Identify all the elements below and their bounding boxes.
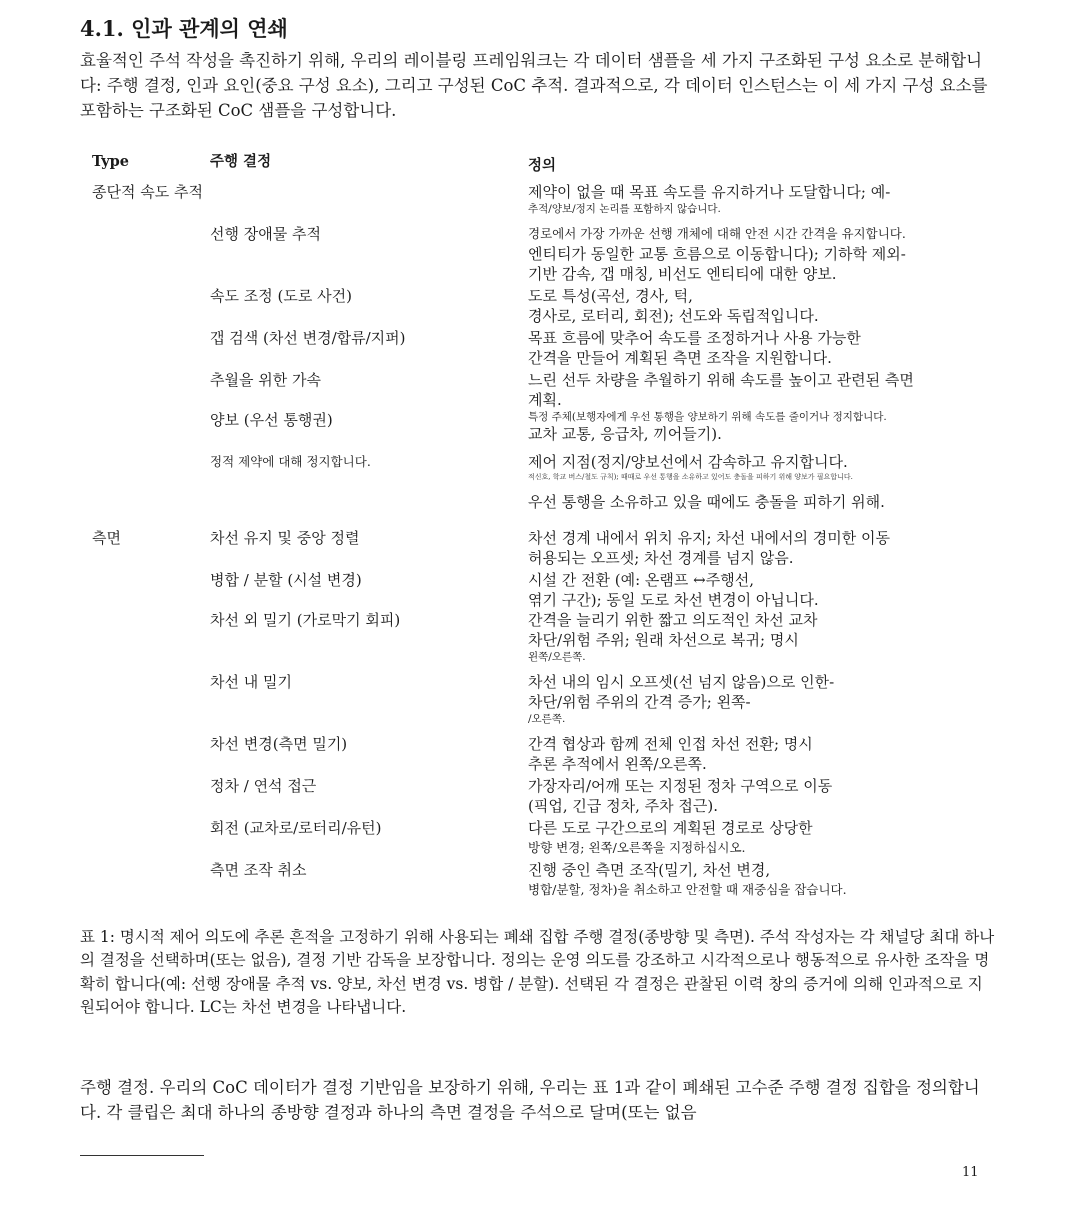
definition-line: (픽업, 긴급 정차, 주차 접근).: [528, 797, 718, 815]
table-caption: 표 1: 명시적 제어 의도에 추론 흔적을 고정하기 위해 사용되는 폐쇄 집합 주행 결정(종방향 및 측면). 주석 작성자는 각 채널당 최대 하나의 결정을 선택하며(또는 없음), 결정 기반 감독을 보장합니다. 정의는 운영 의도를 강조하고 시각적으로나 행동적으로 유사한 조작을 명확히 합니다(예: 선행 장애물 추적 vs. 양보, 차선 변경 vs. 병합 / 분할). 선택된 각 결정은 관찰된 이력 창의 증거에 의해 인과적으로 지원되어야 합니다. LC는 차선 변경을 나타냅니다.: [80, 928, 995, 1017]
definition-line: 목표 흐름에 맞추어 속도를 조정하거나 사용 가능한: [528, 329, 861, 347]
definition-line: 엮기 구간); 동일 도로 차선 변경이 아닙니다.: [528, 591, 819, 609]
row-decision: 갭 검색 (차선 변경/합류/지퍼): [210, 329, 406, 347]
row-decision: 병합 / 분할 (시설 변경): [210, 571, 362, 589]
row-definition: [528, 860, 978, 900]
header-decision: 주행 결정: [210, 153, 272, 170]
definition-line: 교차 교통, 응급차, 끼어들기).: [528, 425, 722, 443]
row-definition: [528, 528, 978, 568]
row-definition: [528, 224, 978, 284]
row-definition: [528, 818, 978, 858]
definition-line: 가장자리/어깨 또는 지정된 정차 구역으로 이동: [528, 777, 833, 795]
intro-paragraph: 효율적인 주석 작성을 촉진하기 위해, 우리의 레이블링 프레임워크는 각 데이터 샘플을 세 가지 구조화된 구성 요소로 분해합니다: 주행 결정, 인과 요인(중요 구성 요소), 그리고 구성된 CoC 추적. 결과적으로, 각 데이터 인스턴스는 이 세 가지 구성 요소를 포함하는 구조화된 CoC 샘플을 구성합니다.: [80, 51, 988, 120]
definition-line: 다른 도로 구간으로의 계획된 경로로 상당한: [528, 819, 813, 837]
definition-line: 차단/위험 주위의 간격 증가; 왼쪽-: [528, 693, 751, 711]
row-definition: [528, 328, 978, 368]
definition-line: 간격을 만들어 계획된 측면 조작을 지원합니다.: [528, 349, 832, 367]
row-decision: 차선 외 밀기 (가로막기 회피): [210, 611, 401, 629]
definition-line: 차선 내의 임시 오프셋(선 넘지 않음)으로 인한-: [528, 673, 835, 691]
row-decision: 차선 내 밀기: [210, 673, 292, 691]
body-paragraph: 주행 결정. 우리의 CoC 데이터가 결정 기반임을 보장하기 위해, 우리는 표 1과 같이 폐쇄된 고수준 주행 결정 집합을 정의합니다. 각 클립은 최대 하나의 종방향 결정과 하나의 측면 결정을 주석으로 달며(또는 없음: [80, 1078, 980, 1122]
definition-line: 시설 간 전환 (예: 온램프 ↔주행선,: [528, 571, 754, 589]
row-decision: 추월을 위한 가속: [210, 371, 321, 389]
row-decision: 회전 (교차로/로터리/유턴): [210, 819, 382, 837]
definition-line: 왼쪽/오른쪽.: [528, 651, 586, 663]
definition-line: 방향 변경; 왼쪽/오른쪽을 지정하십시오.: [528, 840, 746, 855]
page-number: 11: [962, 1165, 979, 1180]
definition-line: 특정 주체(보행자에게 우선 통행을 양보하기 위해 속도를 줄이거나 정지합니다.: [528, 411, 887, 423]
row-decision: 차선 유지 및 중앙 정렬: [210, 529, 360, 547]
definition-line: 적신호, 학교 버스/철도 규칙); 때때로 우선 통행을 소유하고 있어도 충돌을 피하기 위해 양보가 필요합니다.: [528, 473, 853, 481]
definition-line: 경로에서 가장 가까운 선행 개체에 대해 안전 시간 간격을 유지합니다.: [528, 226, 906, 241]
definition-line: 허용되는 오프셋; 차선 경계를 넘지 않음.: [528, 549, 794, 567]
definition-line: 기반 감속, 갭 매칭, 비선도 엔티티에 대한 양보.: [528, 265, 837, 283]
definition-line: 계획.: [528, 391, 562, 409]
row-decision: 차선 변경(측면 밀기): [210, 735, 348, 753]
definition-line: 간격을 늘리기 위한 짧고 의도적인 차선 교차: [528, 611, 818, 629]
definition-line: 엔티티가 동일한 교통 흐름으로 이동합니다); 기하학 제외-: [528, 245, 906, 263]
row-decision: 선행 장애물 추적: [210, 225, 321, 243]
row-definition: [528, 286, 978, 326]
row-decision: 정적 제약에 대해 정지합니다.: [210, 454, 371, 469]
row-definition: [528, 410, 978, 444]
definition-line: 차선 경계 내에서 위치 유지; 차선 내에서의 경미한 이동: [528, 529, 890, 547]
row-decision: 측면 조작 취소: [210, 861, 307, 879]
row-definition: [528, 776, 978, 816]
row-definition: [528, 452, 978, 512]
definition-line: 느린 선두 차량을 추월하기 위해 속도를 높이고 관련된 측면: [528, 371, 914, 389]
definition-line: 병합/분할, 정차)을 취소하고 안전할 때 재중심을 잡습니다.: [528, 882, 847, 897]
row-type: 측면: [92, 529, 121, 547]
row-definition: [528, 570, 978, 610]
definition-line: [528, 482, 978, 492]
row-decision: 속도 조정 (도로 사건): [210, 287, 352, 305]
row-decision: 정차 / 연석 접근: [210, 777, 317, 795]
definition-line: 진행 중인 측면 조작(밀기, 차선 변경,: [528, 861, 771, 879]
row-definition: [528, 672, 978, 726]
definition-line: /오른쪽.: [528, 713, 566, 725]
definition-line: 추론 추적에서 왼쪽/오른쪽.: [528, 755, 707, 773]
row-type: 종단적 속도 추적: [92, 183, 203, 201]
definition-line: 제어 지점(정지/양보선에서 감속하고 유지합니다.: [528, 453, 848, 471]
row-decision: 양보 (우선 통행권): [210, 411, 333, 429]
definition-line: 도로 특성(곡선, 경사, 턱,: [528, 287, 693, 305]
row-definition: [528, 610, 978, 664]
row-definition: [528, 370, 978, 410]
definition-line: 차단/위험 주위; 원래 차선으로 복귀; 명시: [528, 631, 799, 649]
header-definition: 정의: [528, 157, 557, 174]
footnote-rule: [80, 1155, 204, 1156]
row-definition: [528, 182, 978, 216]
definition-line: 우선 통행을 소유하고 있을 때에도 충돌을 피하기 위해.: [528, 493, 885, 511]
definition-line: 제약이 없을 때 목표 속도를 유지하거나 도달합니다; 예-: [528, 183, 891, 201]
definition-line: 간격 협상과 함께 전체 인접 차선 전환; 명시: [528, 735, 813, 753]
row-definition: [528, 734, 978, 774]
definition-line: 추적/양보/정지 논리를 포함하지 않습니다.: [528, 203, 721, 215]
definition-line: 경사로, 로터리, 회전); 선도와 독립적입니다.: [528, 307, 819, 325]
section-heading: 4.1. 인과 관계의 연쇄: [80, 16, 288, 41]
header-type: Type: [92, 153, 129, 170]
